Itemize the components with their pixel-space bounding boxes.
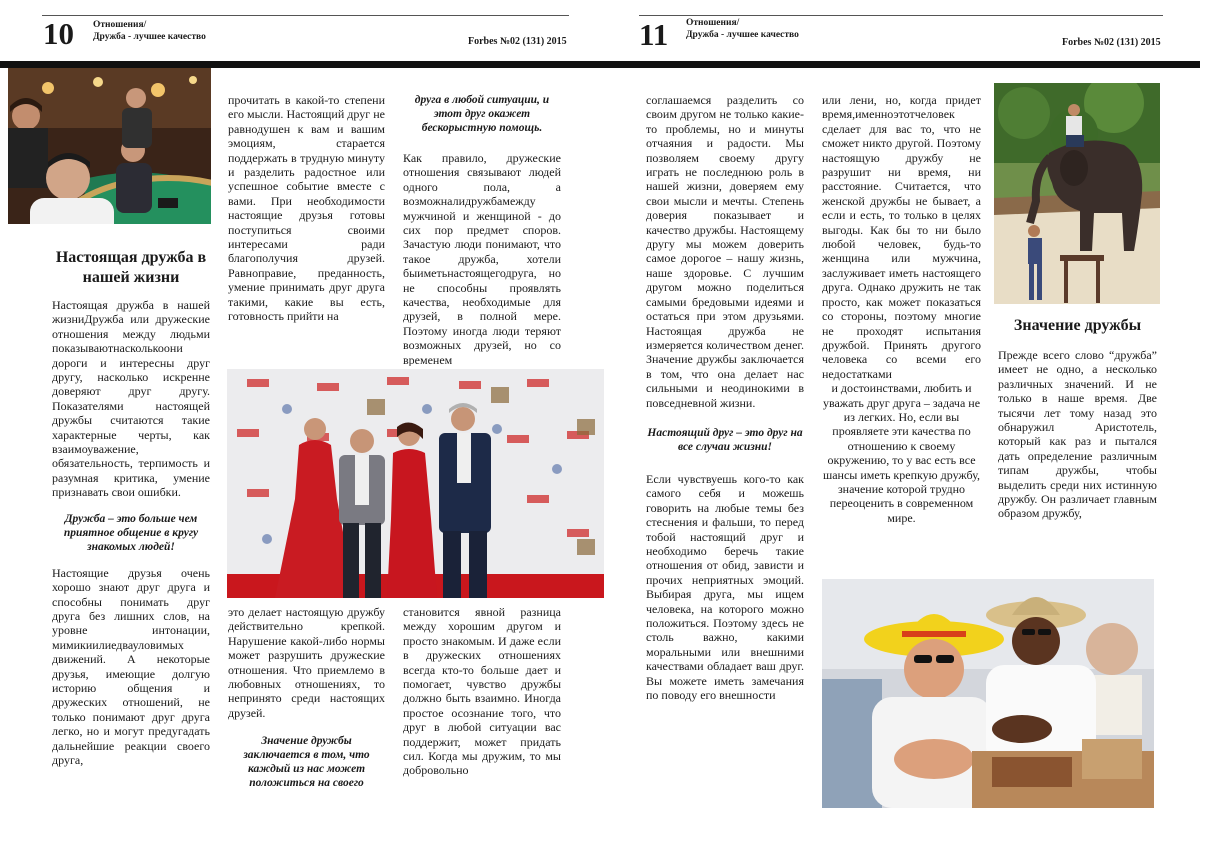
cigar-friends-photo	[822, 579, 1154, 808]
left-col2-bottom-text: это делает настоящую дружбу действительно крепкой. Нарушение какой-либо нормы может разрушить дружеские отношения. Что приемлемо в любовных отношениях, то непринято среди настоящих друзей.	[228, 605, 385, 720]
right-col1-paragraph-2: Если чувствуешь кого-то как самого себя и можешь говорить на любые темы без стеснения и фальши, то перед тобой настоящий друг и необходимо беречь такие отношения от обид, зависти и прочих неприятных эмоций. Выбирая друга, мы ищем человека, на которого можно положиться. Поэтому здесь не столь важно, какими моральными или внешними качествами обладает ваш друг. Вы можете иметь замечания по поводу его внешности	[646, 471, 804, 703]
left-column-2-bottom	[228, 605, 385, 810]
right-page-number: 11	[639, 17, 669, 52]
left-column-2-top	[228, 93, 385, 366]
left-col1-paragraph-2: Настоящие друзья очень хорошо знают друг друга и способны понимать друг друга без лишних слов, на уровне интонации, мимикиилиедвауловимых движений. А некоторые друзья, имеющие долгую историю общения и дружеских отношений, не только понимают друг друга легко, но и могут предугадать дальнейшие реакции своего друга,	[52, 565, 210, 767]
right-header-rule	[639, 15, 1163, 16]
left-col3-pull-quote: друга в любой ситуации, и этот друг окажет бескорыстную помощь.	[414, 94, 550, 134]
right-section-line1: Отношения/	[686, 18, 740, 28]
left-col3-top-text: Как правило, дружеские отношения связывают людей одного пола, а возможналидружбамежду мужчиной и женщиной - до сих пор предмет споров. Зачастую люди понимают, что такое дружба, хотели быиметьнастоящегодруга, но не способны проявлять качества, необходимые для друзей, в полной мере. Поэтому иногда люди теряют возможных друзей, но со временем	[403, 151, 561, 366]
right-col1-pull-quote: Настоящий друг – это друг на все случаи жизни!	[647, 426, 803, 453]
elephant-photo	[994, 83, 1160, 304]
left-column-1	[52, 298, 210, 813]
right-col1-paragraph-1: соглашаемся разделить со своим другом не только какие-то проблемы, но и минуты отчаяния и радости. Мы позволяем своему другу играть не последнюю роль в нашей жизни, доверяем ему свои мысли и мечты. Степень доверия показывает и качество дружбы. Настоящему другу мы можем доверить самое дорогое – нашу жизнь, наше здоровье. С лучшим другом можно поделиться самыми бредовыми идеями и остаться при этом друзьями. Настоящая дружба не измеряется количеством денег. Значение дружбы заключается в том, что она делает нас сильными и неодинокими в повседневной жизни.	[646, 93, 804, 410]
header-divider-bar	[0, 61, 1200, 68]
red-carpet-photo	[227, 369, 604, 598]
left-section-line2: Дружба - лучшее качество	[93, 32, 206, 42]
right-column-1	[646, 93, 804, 808]
casino-photo	[8, 68, 211, 224]
left-header-rule	[42, 15, 569, 16]
left-col1-pull-quote: Дружба – это больше чем приятное общение в кругу знакомых людей!	[63, 512, 199, 553]
right-col3-paragraph-1: Прежде всего слово “дружба” имеет не одно, а несколько различных значений. И не только в наше время. Две тысячи лет тому назад это обнаружил Аристотель, который как раз и пытался дать определение различным типам дружбы, чтобы выделить среди них истинную дружбу. Он различает главным образом дружбу,	[998, 348, 1157, 521]
left-section-line1: Отношения/	[93, 20, 147, 30]
right-section-line2: Дружба - лучшее качество	[686, 30, 799, 40]
right-column-3	[998, 348, 1157, 553]
left-page-number: 10	[43, 16, 74, 51]
left-magazine-issue: Forbes №02 (131) 2015	[468, 36, 567, 47]
right-col2-centered-text: и достоинствами, любить и уважать друг друга – задача не из легких. Но, если вы проявляете эти качества по отношению к своему окружению, то у вас есть все шансы иметь крепкую дружбу, значение которой трудно переоценить в современном мире.	[822, 381, 981, 525]
right-article-heading: Значение дружбы	[1013, 317, 1142, 334]
left-col3-bottom-text: становится явной разница между хорошим другом и просто знакомым. И даже если в дружеских отношениях всегда кто-то больше дает и помогает, чувство дружбы должно быть взаимно. Иногда простое осознание того, что друг в любой ситуации вас поддержит, может придать сил. Когда мы дружим, то мы добровольно	[403, 605, 561, 778]
left-column-3-bottom	[403, 605, 561, 810]
left-col2-pull-quote: Значение дружбы заключается в том, что каждый из нас может положиться на своего	[243, 735, 370, 790]
left-column-3-top	[403, 93, 561, 366]
left-article-heading: Настоящая дружба в нашей жизни	[55, 249, 207, 286]
right-magazine-issue: Forbes №02 (131) 2015	[1062, 37, 1161, 48]
left-col2-top-text: прочитать в какой-то степени его мысли. Настоящий друг не равнодушен к вам и вашим эмоциям, старается поддержать в трудную минуту и разделить радостное или успешное событие вместе с вами. При необходимости настоящие друзья готовы поступиться своими интересами ради благополучия друзей. Равноправие, преданность, умение принимать друг друга такими, какие вы есть, готовность прийти на	[228, 93, 385, 324]
left-col1-paragraph-1: Настоящая дружба в нашей жизниДружба или дружеские отношения между людьми показываютнасколькоони дороги и интересны друг другу, насколько искренне доверяют друг другу. Показателями настоящей дружбы считаются такие характерные черты, как взаимоуважение, обязательность, терпимость и разумная критика, умение признавать свои ошибки.	[52, 298, 210, 500]
right-column-2	[822, 93, 981, 573]
right-col2-paragraph-1: или лени, но, когда придет время,именноэтотчеловек сделает для вас то, что не сможет никто другой. Поэтому настоящую дружбу не разрушит ни время, ни расстояние. Считается, что женской дружбы не бывает, а если и есть, то только в целях выгоды. Как бы то ни было любой человек, будь-то женщина или мужчина, заслуживает иметь настоящего друга. Однако дружить не так просто, как может показаться со стороны, поэтому многие не проходят испытания дружбой. Принять другого человека со всеми его недостатками	[822, 93, 981, 381]
